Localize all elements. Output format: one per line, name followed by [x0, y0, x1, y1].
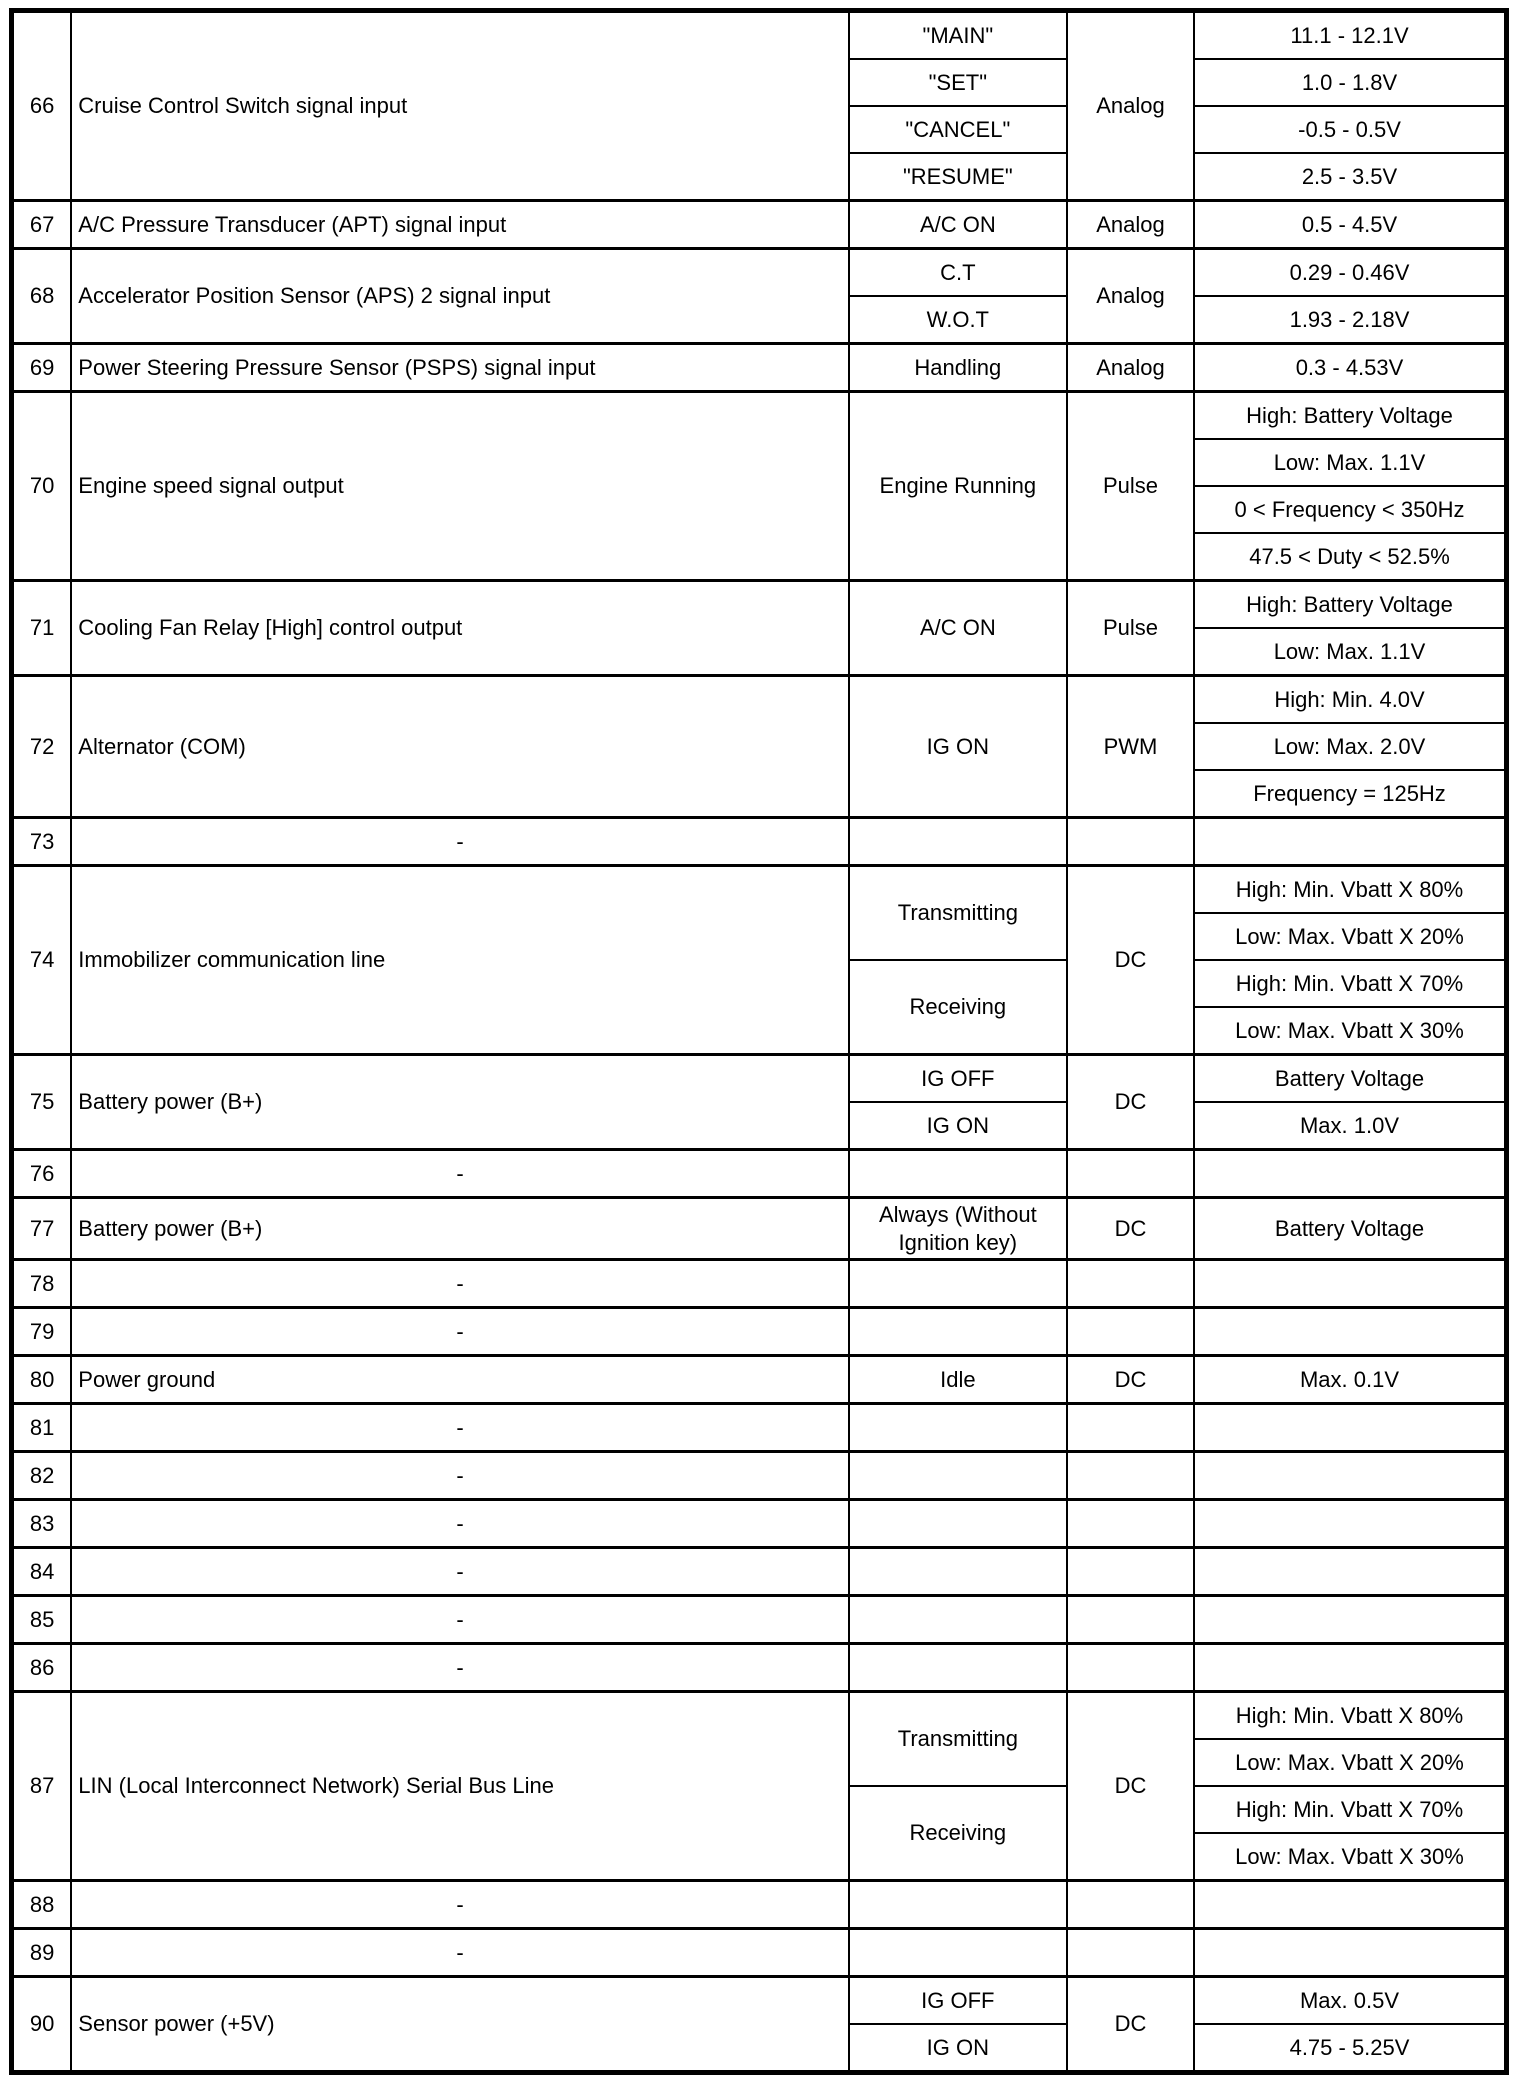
value-cell: Max. 1.0V [1194, 1102, 1506, 1150]
pin-cell: 90 [12, 1977, 72, 2073]
value-cell [1194, 1596, 1506, 1644]
value-cell: 11.1 - 12.1V [1194, 11, 1506, 60]
description-cell: Power Steering Pressure Sensor (PSPS) signal input [71, 344, 848, 392]
value-cell: High: Min. Vbatt X 70% [1194, 960, 1506, 1007]
pin-cell: 76 [12, 1150, 72, 1198]
table-row [12, 11, 1507, 60]
pin-cell: 67 [12, 201, 72, 249]
type-cell [1067, 1548, 1194, 1596]
description-cell: - [71, 1929, 848, 1977]
type-cell [1067, 818, 1194, 866]
type-cell: Pulse [1067, 392, 1194, 581]
description-cell: A/C Pressure Transducer (APT) signal input [71, 201, 848, 249]
value-cell: Battery Voltage [1194, 1055, 1506, 1103]
type-cell [1067, 1500, 1194, 1548]
pin-cell: 84 [12, 1548, 72, 1596]
condition-cell [849, 1150, 1067, 1198]
value-cell: Low: Max. 1.1V [1194, 628, 1506, 676]
table-row [12, 1260, 1507, 1308]
pin-cell: 73 [12, 818, 72, 866]
type-cell [1067, 1404, 1194, 1452]
value-cell [1194, 1500, 1506, 1548]
type-cell: Analog [1067, 201, 1194, 249]
description-cell: LIN (Local Interconnect Network) Serial Bus Line [71, 1692, 848, 1881]
condition-cell [849, 1596, 1067, 1644]
value-cell [1194, 1308, 1506, 1356]
value-cell: 0.5 - 4.5V [1194, 201, 1506, 249]
type-cell: DC [1067, 866, 1194, 1055]
table-row [12, 201, 1507, 249]
pin-cell: 72 [12, 676, 72, 818]
pin-cell: 87 [12, 1692, 72, 1881]
type-cell: Analog [1067, 249, 1194, 344]
description-cell: - [71, 1404, 848, 1452]
pin-cell: 77 [12, 1198, 72, 1260]
condition-cell: "CANCEL" [849, 106, 1067, 153]
value-cell: High: Min. 4.0V [1194, 676, 1506, 724]
description-cell: - [71, 1308, 848, 1356]
condition-cell: A/C ON [849, 201, 1067, 249]
value-cell: Low: Max. Vbatt X 20% [1194, 1739, 1506, 1786]
value-cell [1194, 1404, 1506, 1452]
type-cell [1067, 1881, 1194, 1929]
description-cell: - [71, 1500, 848, 1548]
type-cell: DC [1067, 1198, 1194, 1260]
pin-cell: 70 [12, 392, 72, 581]
condition-cell: IG ON [849, 1102, 1067, 1150]
pin-cell: 74 [12, 866, 72, 1055]
condition-cell: Receiving [849, 960, 1067, 1055]
pin-spec-table [9, 8, 1509, 2075]
type-cell [1067, 1644, 1194, 1692]
value-cell: Low: Max. Vbatt X 30% [1194, 1007, 1506, 1055]
pin-cell: 82 [12, 1452, 72, 1500]
description-cell: Accelerator Position Sensor (APS) 2 signal input [71, 249, 848, 344]
description-cell: Power ground [71, 1356, 848, 1404]
description-cell: Alternator (COM) [71, 676, 848, 818]
description-cell: - [71, 1881, 848, 1929]
table-row [12, 1356, 1507, 1404]
value-cell: Low: Max. 2.0V [1194, 723, 1506, 770]
value-cell: Low: Max. Vbatt X 20% [1194, 913, 1506, 960]
value-cell: Battery Voltage [1194, 1198, 1506, 1260]
condition-cell: IG OFF [849, 1055, 1067, 1103]
type-cell: Analog [1067, 11, 1194, 201]
table-row [12, 1644, 1507, 1692]
condition-cell [849, 1500, 1067, 1548]
table-row [12, 249, 1507, 297]
pin-cell: 79 [12, 1308, 72, 1356]
table-row [12, 1452, 1507, 1500]
pin-cell: 86 [12, 1644, 72, 1692]
description-cell: Battery power (B+) [71, 1055, 848, 1150]
condition-cell: Engine Running [849, 392, 1067, 581]
table-row [12, 676, 1507, 724]
table-row [12, 1596, 1507, 1644]
condition-cell [849, 1308, 1067, 1356]
type-cell [1067, 1150, 1194, 1198]
value-cell [1194, 1881, 1506, 1929]
value-cell [1194, 1929, 1506, 1977]
pin-cell: 80 [12, 1356, 72, 1404]
condition-cell: C.T [849, 249, 1067, 297]
value-cell: Max. 0.1V [1194, 1356, 1506, 1404]
value-cell: Frequency = 125Hz [1194, 770, 1506, 818]
value-cell [1194, 1644, 1506, 1692]
table-row [12, 344, 1507, 392]
type-cell: DC [1067, 1977, 1194, 2073]
condition-cell: IG ON [849, 2024, 1067, 2073]
description-cell: Cruise Control Switch signal input [71, 11, 848, 201]
condition-cell: Always (Without Ignition key) [849, 1198, 1067, 1260]
table-row [12, 1548, 1507, 1596]
description-cell: - [71, 818, 848, 866]
pin-cell: 66 [12, 11, 72, 201]
condition-cell [849, 1452, 1067, 1500]
condition-cell [849, 1929, 1067, 1977]
description-cell: Immobilizer communication line [71, 866, 848, 1055]
type-cell [1067, 1929, 1194, 1977]
type-cell: DC [1067, 1055, 1194, 1150]
table-row [12, 1500, 1507, 1548]
description-cell: - [71, 1644, 848, 1692]
type-cell: Analog [1067, 344, 1194, 392]
value-cell: 0 < Frequency < 350Hz [1194, 486, 1506, 533]
condition-cell [849, 818, 1067, 866]
condition-cell [849, 1644, 1067, 1692]
value-cell [1194, 1150, 1506, 1198]
type-cell [1067, 1596, 1194, 1644]
type-cell [1067, 1308, 1194, 1356]
condition-cell: "RESUME" [849, 153, 1067, 201]
value-cell: High: Min. Vbatt X 80% [1194, 866, 1506, 914]
pin-cell: 81 [12, 1404, 72, 1452]
description-cell: - [71, 1548, 848, 1596]
condition-cell: Transmitting [849, 1692, 1067, 1787]
condition-cell: IG OFF [849, 1977, 1067, 2025]
value-cell: 0.29 - 0.46V [1194, 249, 1506, 297]
value-cell: Low: Max. Vbatt X 30% [1194, 1833, 1506, 1881]
value-cell: High: Min. Vbatt X 70% [1194, 1786, 1506, 1833]
value-cell: 0.3 - 4.53V [1194, 344, 1506, 392]
value-cell: 47.5 < Duty < 52.5% [1194, 533, 1506, 581]
condition-cell: Transmitting [849, 866, 1067, 961]
value-cell [1194, 1452, 1506, 1500]
table-row [12, 818, 1507, 866]
pin-cell: 88 [12, 1881, 72, 1929]
description-cell: - [71, 1452, 848, 1500]
condition-cell [849, 1404, 1067, 1452]
type-cell [1067, 1452, 1194, 1500]
pin-cell: 78 [12, 1260, 72, 1308]
description-cell: Cooling Fan Relay [High] control output [71, 581, 848, 676]
type-cell [1067, 1260, 1194, 1308]
condition-cell: Receiving [849, 1786, 1067, 1881]
table-row [12, 1404, 1507, 1452]
type-cell: DC [1067, 1692, 1194, 1881]
description-cell: Sensor power (+5V) [71, 1977, 848, 2073]
description-cell: Battery power (B+) [71, 1198, 848, 1260]
table-row [12, 1150, 1507, 1198]
value-cell: Low: Max. 1.1V [1194, 439, 1506, 486]
type-cell: DC [1067, 1356, 1194, 1404]
table-row [12, 392, 1507, 440]
condition-cell: IG ON [849, 676, 1067, 818]
table-row [12, 1881, 1507, 1929]
value-cell: High: Battery Voltage [1194, 392, 1506, 440]
table-row [12, 1977, 1507, 2025]
table-row [12, 866, 1507, 914]
value-cell: 1.0 - 1.8V [1194, 59, 1506, 106]
condition-cell [849, 1260, 1067, 1308]
description-cell: - [71, 1150, 848, 1198]
type-cell: PWM [1067, 676, 1194, 818]
description-cell: - [71, 1260, 848, 1308]
type-cell: Pulse [1067, 581, 1194, 676]
value-cell [1194, 818, 1506, 866]
pin-cell: 85 [12, 1596, 72, 1644]
description-cell: - [71, 1596, 848, 1644]
value-cell: High: Min. Vbatt X 80% [1194, 1692, 1506, 1740]
pin-cell: 69 [12, 344, 72, 392]
pin-cell: 75 [12, 1055, 72, 1150]
condition-cell: "SET" [849, 59, 1067, 106]
condition-cell [849, 1548, 1067, 1596]
condition-cell: W.O.T [849, 296, 1067, 344]
condition-cell: Idle [849, 1356, 1067, 1404]
condition-cell: A/C ON [849, 581, 1067, 676]
value-cell: 2.5 - 3.5V [1194, 153, 1506, 201]
value-cell [1194, 1548, 1506, 1596]
condition-cell: "MAIN" [849, 11, 1067, 60]
table-row [12, 1055, 1507, 1103]
value-cell: Max. 0.5V [1194, 1977, 1506, 2025]
condition-cell: Handling [849, 344, 1067, 392]
table-row [12, 581, 1507, 629]
value-cell: -0.5 - 0.5V [1194, 106, 1506, 153]
pin-cell: 71 [12, 581, 72, 676]
table-row [12, 1308, 1507, 1356]
condition-cell [849, 1881, 1067, 1929]
value-cell [1194, 1260, 1506, 1308]
pin-cell: 89 [12, 1929, 72, 1977]
pin-cell: 83 [12, 1500, 72, 1548]
value-cell: High: Battery Voltage [1194, 581, 1506, 629]
table-row [12, 1692, 1507, 1740]
description-cell: Engine speed signal output [71, 392, 848, 581]
table-row [12, 1929, 1507, 1977]
table-row [12, 1198, 1507, 1260]
value-cell: 4.75 - 5.25V [1194, 2024, 1506, 2073]
pin-table-body [12, 11, 1507, 2073]
value-cell: 1.93 - 2.18V [1194, 296, 1506, 344]
pin-cell: 68 [12, 249, 72, 344]
